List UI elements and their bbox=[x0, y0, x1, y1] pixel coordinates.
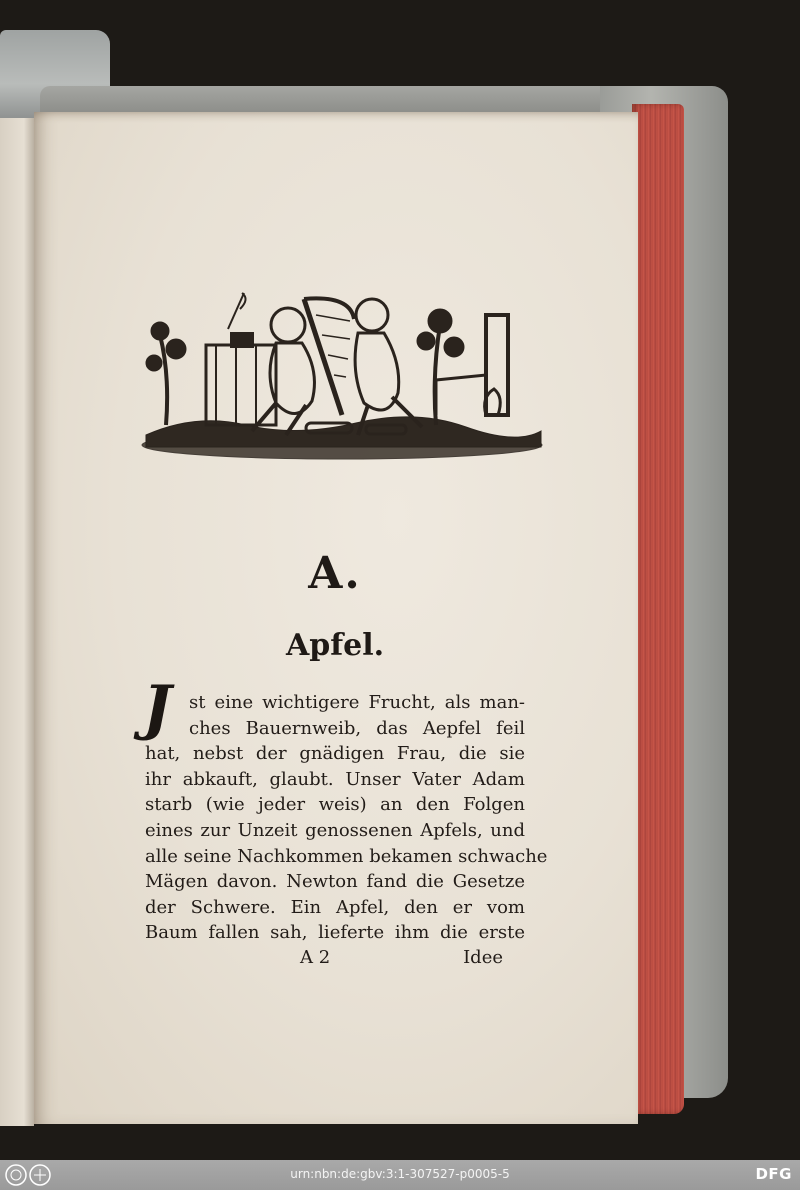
text-line: eines zur Unzeit genossenen Apfels, und bbox=[145, 819, 525, 841]
text-line: hat, nebst der gnädigen Frau, die sie bbox=[145, 743, 525, 765]
red-page-edges bbox=[632, 104, 684, 1114]
text-line: alle seine Nachkommen bekamen schwache bbox=[145, 845, 548, 867]
chapter-letter: A. bbox=[308, 548, 362, 599]
catchword: Idee bbox=[463, 947, 503, 968]
status-bar bbox=[0, 1160, 800, 1190]
woodcut-vignette bbox=[136, 285, 548, 465]
text-line: Baum fallen sah, lieferte ihm die erste bbox=[145, 922, 525, 944]
text-line: der Schwere. Ein Apfel, den er vom bbox=[145, 896, 525, 918]
text-line: st eine wichtigere Frucht, als man- bbox=[189, 692, 525, 713]
text-line: starb (wie jeder weis) an den Folgen bbox=[145, 794, 525, 816]
text-line: Mägen davon. Newton fand die Gesetze bbox=[145, 871, 525, 893]
signature-mark: A 2 bbox=[300, 947, 331, 968]
left-page-edge bbox=[0, 118, 34, 1126]
book-page bbox=[34, 112, 638, 1124]
drop-cap: J bbox=[143, 673, 172, 743]
text-line: ihr abkauft, glaubt. Unser Vater Adam bbox=[145, 768, 525, 790]
dfg-logo: DFG bbox=[755, 1165, 792, 1183]
body-text bbox=[145, 690, 548, 946]
section-title: Apfel. bbox=[285, 628, 385, 663]
text-line: ches Bauernweib, das Aepfel feil bbox=[189, 717, 525, 739]
urn-identifier: urn:nbn:de:gbv:3:1-307527-p0005-5 bbox=[290, 1167, 510, 1181]
